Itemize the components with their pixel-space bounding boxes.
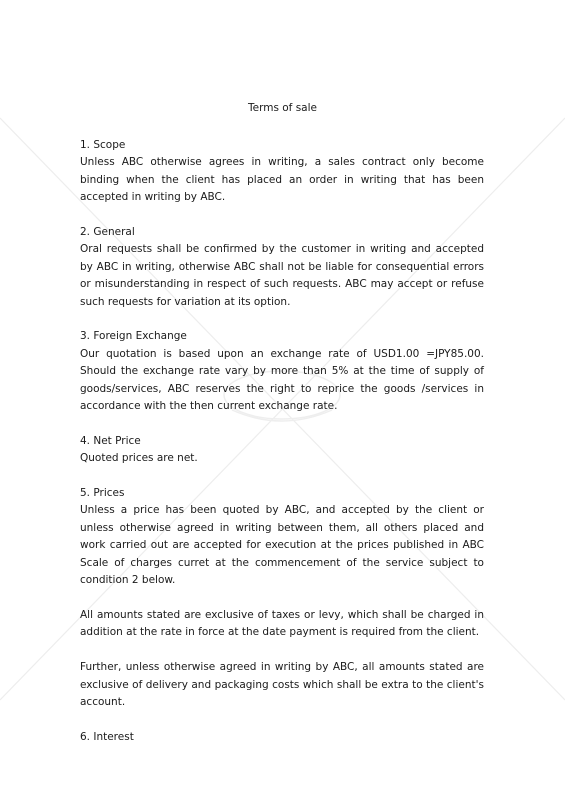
section-prices [80, 485, 484, 711]
section-heading: 6. Interest [80, 730, 134, 743]
section-heading: 2. General [80, 226, 135, 239]
section-paragraph: Oral requests shall be confirmed by the customer in writing and accepted by ABC in writing, otherwise ABC shall not be liable for consequential errors or misunderstanding in respect of such requests. ABC may accept or refuse such requests for variation at its option. [80, 243, 484, 308]
section-paragraph: Further, unless otherwise agreed in writing by ABC, all amounts stated are exclusive of delivery and packaging costs which shall be extra to the client's account. [80, 661, 484, 708]
section-paragraph: Quoted prices are net. [80, 452, 198, 465]
section-heading: 3. Foreign Exchange [80, 330, 187, 343]
section-paragraph: Our quotation is based upon an exchange rate of USD1.00 =JPY85.00. Should the exchange rate vary by more than 5% at the time of supply of goods/services, ABC reserves the right to reprice the goods /services in accordance with the then current exchange rate. [80, 347, 484, 413]
section-paragraph: Unless a price has been quoted by ABC, and accepted by the client or unless otherwise agreed in writing between them, all others placed and work carried out are accepted for execution at the prices published in ABC Scale of charges curret at the commencement of the service subject to condition 2 below. [80, 504, 484, 587]
section-foreign-exchange [80, 328, 484, 415]
section-heading: 1. Scope [80, 139, 126, 151]
section-paragraph: All amounts stated are exclusive of taxes or levy, which shall be charged in addition at the rate in force at the date payment is required from the client. [80, 608, 484, 639]
section-paragraph: Unless ABC otherwise agrees in writing, a sales contract only become binding when the client has placed an order in writing that has been accepted in writing by ABC. [80, 156, 484, 204]
section-scope [80, 137, 484, 207]
section-general [80, 224, 484, 311]
section-heading: 4. Net Price [80, 434, 141, 447]
document-title: Terms of sale [248, 102, 317, 114]
section-interest [80, 729, 484, 746]
section-heading: 5. Prices [80, 487, 125, 500]
document-body [80, 137, 484, 764]
section-net-price [80, 433, 484, 468]
